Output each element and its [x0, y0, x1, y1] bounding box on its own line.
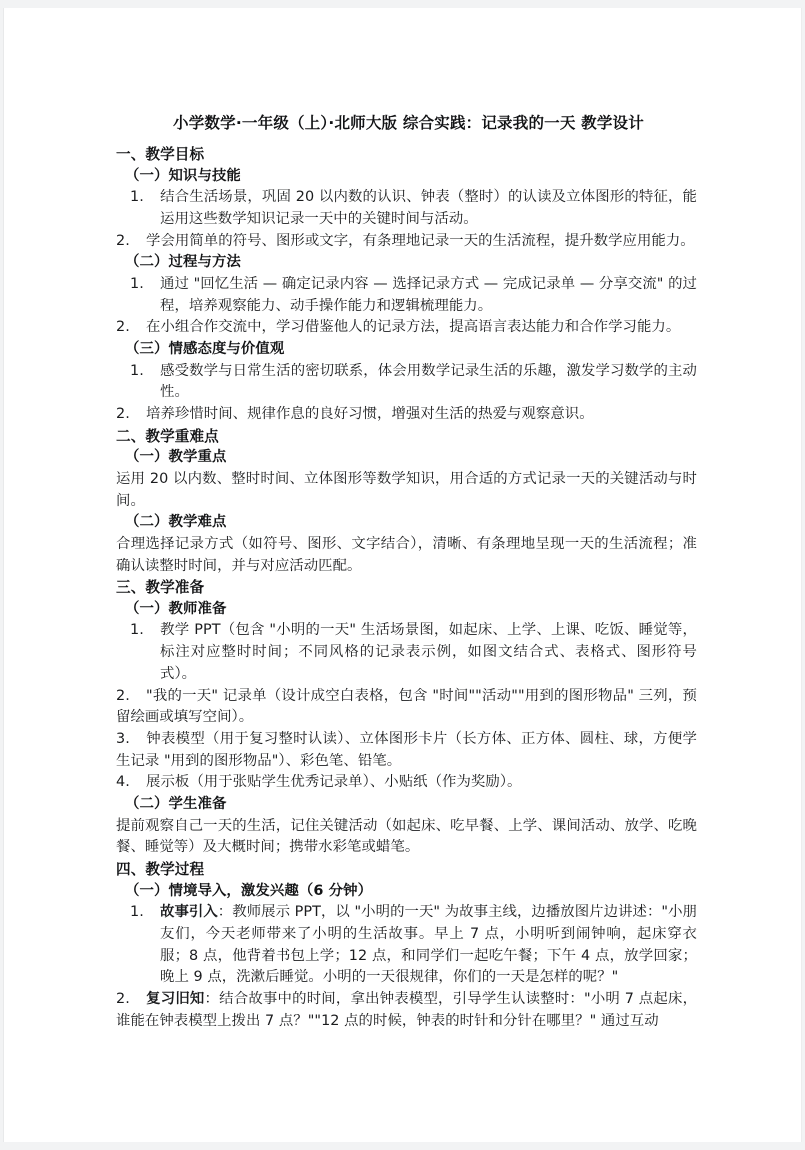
list-item-text: 钟表模型（用于复习整时认读）、立体图形卡片（长方体、正方体、圆柱、球，方便学生记录 "用到的图形物品"）、彩色笔、铅笔。: [116, 731, 697, 769]
section-heading: 三、教学准备: [116, 579, 205, 597]
list-marker: 2.: [116, 687, 130, 704]
subsection-heading: （二）教学难点: [125, 514, 227, 531]
list-item: [114, 620, 697, 685]
list-item-text: 展示板（用于张贴学生优秀记录单）、小贴纸（作为奖励）。: [146, 774, 522, 791]
section-teaching-objectives: [114, 144, 697, 426]
list-item-text: 感受数学与日常生活的密切联系，体会用数学记录生活的乐趣，激发学习数学的主动性。: [160, 362, 697, 401]
list-item-text: 培养珍惜时间、规律作息的良好习惯，增强对生活的热爱与观察意识。: [146, 406, 594, 422]
list-item-text: ：教师展示 PPT，以 "小明的一天" 为故事主线，边播放图片边讲述："小朋友们，今天老师带来了小明的生活故事。早上 7 点，小明听到闹钟响，起床穿衣服；8 点，他背着书包上学；12 点，和同学们一起吃午餐；下午 4 点，放学回家；晚上 9 点，洗漱后睡觉。小明的一天很规律，你们的一天是怎样的呢？": [160, 904, 697, 986]
list-item: [114, 902, 697, 989]
list-item-text: 学会用简单的符号、图形或文字，有条理地记录一天的生活流程，提升数学应用能力。: [146, 232, 695, 249]
paragraph: 运用 20 以内数、整时时间、立体图形等数学知识，用合适的方式记录一天的关键活动与时间。: [116, 470, 697, 509]
subsection-heading: （二）过程与方法: [125, 254, 241, 271]
list-marker: 1.: [130, 189, 144, 206]
list-item: [114, 404, 697, 426]
list-marker: 1.: [130, 362, 144, 379]
list-item-text: 通过 "回忆生活 — 确定记录内容 — 选择记录方式 — 完成记录单 — 分享交流" 的过程，培养观察能力、动手操作能力和逻辑梳理能力。: [160, 275, 697, 314]
list-item: [114, 686, 697, 729]
list-item: [114, 361, 697, 404]
list-item: [114, 772, 697, 794]
subsection-heading: （一）知识与技能: [125, 167, 241, 184]
section-heading: 四、教学过程: [116, 861, 205, 879]
list-marker: 1.: [130, 622, 144, 639]
list-item-text: 教学 PPT（包含 "小明的一天" 生活场景图，如起床、上学、上课、吃饭、睡觉等，标注对应整时时间；不同风格的记录表示例，如图文结合式、表格式、图形符号式）。: [160, 622, 697, 682]
list-item-text: 结合生活场景，巩固 20 以内数的认识、钟表（整时）的认读及立体图形的特征，能运用这些数学知识记录一天中的关键时间与活动。: [160, 189, 697, 227]
list-item-lead: 故事引入: [160, 904, 218, 921]
section-teaching-preparation: [114, 577, 697, 859]
list-marker: 4.: [116, 774, 130, 791]
section-heading: 一、教学目标: [116, 146, 205, 163]
list-item: [114, 989, 697, 1032]
subsection-heading: （一）情境导入，激发兴趣（6 分钟）: [125, 882, 373, 899]
list-item-text: 在小组合作交流中，学习借鉴他人的记录方法，提高语言表达能力和合作学习能力。: [146, 319, 681, 336]
list-marker: 2.: [116, 406, 130, 422]
list-marker: 2.: [116, 991, 130, 1008]
page-title: 小学数学·一年级（上）·北师大版 综合实践：记录我的一天 教学设计: [173, 114, 644, 132]
section-heading: 二、教学重难点: [116, 427, 219, 445]
list-item: [114, 231, 697, 253]
list-item-text: "我的一天" 记录单（设计成空白表格，包含 "时间""活动""用到的图形物品" 三列，预留绘画或填写空间）。: [116, 687, 697, 726]
list-marker: 2.: [116, 319, 130, 336]
list-marker: 1.: [130, 275, 144, 292]
section-key-difficult-points: [114, 426, 697, 578]
list-marker: 3.: [116, 731, 130, 747]
list-marker: 1.: [130, 904, 144, 921]
list-item-lead: 复习旧知: [146, 991, 205, 1008]
list-item: [114, 274, 697, 317]
list-item: [114, 187, 697, 230]
subsection-heading: （一）教学重点: [125, 449, 227, 466]
subsection-heading: （二）学生准备: [125, 796, 227, 813]
subsection-heading: （三）情感态度与价值观: [125, 341, 285, 357]
subsection-heading: （一）教师准备: [125, 600, 227, 617]
list-item: [114, 729, 697, 772]
paragraph: 提前观察自己一天的生活，记住关键活动（如起床、吃早餐、上学、课间活动、放学、吃晚餐、睡觉等）及大概时间；携带水彩笔或蜡笔。: [116, 817, 697, 856]
document-page: [3, 8, 802, 1142]
list-item-text: ：结合故事中的时间，拿出钟表模型，引导学生认读整时："小明 7 点起床，谁能在钟表模型上拨出 7 点？""12 点的时候，钟表的时针和分针在哪里？" 通过互动: [116, 991, 698, 1029]
section-teaching-process: [114, 859, 697, 1032]
list-item: [114, 317, 697, 339]
document-body: [114, 112, 697, 1033]
paragraph: 合理选择记录方式（如符号、图形、文字结合），清晰、有条理地呈现一天的生活流程；准确认读整时时间，并与对应活动匹配。: [116, 535, 697, 574]
list-marker: 2.: [116, 232, 130, 249]
